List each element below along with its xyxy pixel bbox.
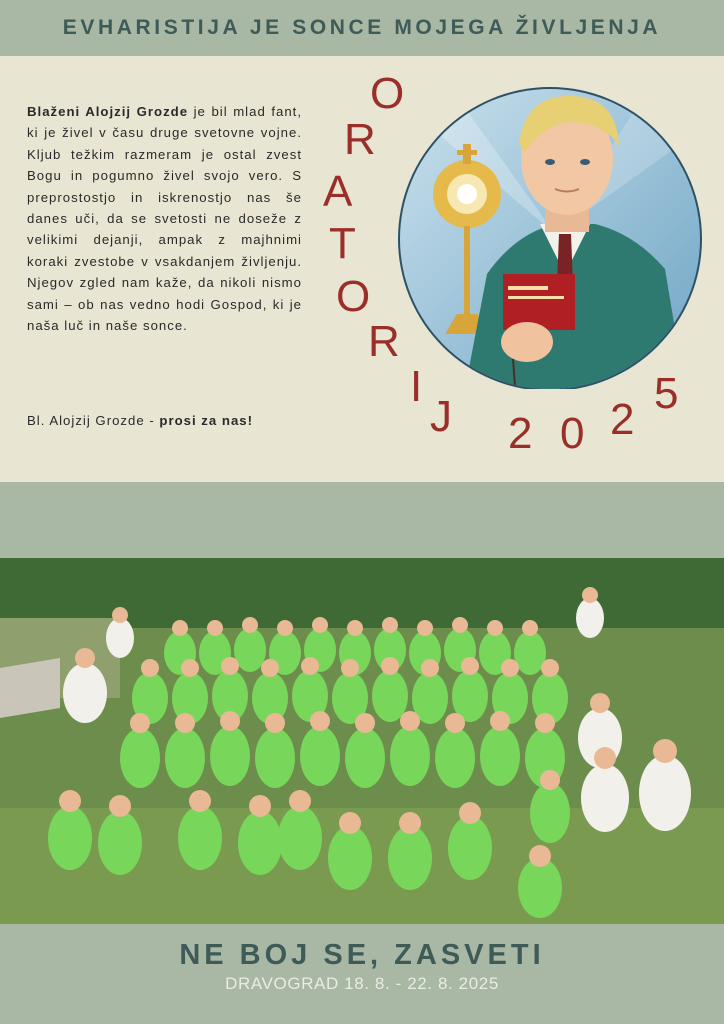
bio-body: je bil mlad fant, ki je živel v času druge svetovne vojne. Kljub težkim razmeram je ostal zvest Bogu in pogumno živel svojo vero. S preprostostjo in iskrenostjo nas še danes uči, da se svetosti ne doseže z velikimi dejanji, ampak z majhnimi koraki zvestobe v vsakdanjem življenju. Njegov zgled nam kaže, da nikoli nismo sami – ob nas vedno hodi Gospod, ki je naša luč in naše sonce.: [27, 104, 303, 334]
footer-motto: NE BOJ SE, ZASVETI: [179, 939, 545, 971]
arc-letter-o: O: [370, 69, 407, 118]
prayer-bold: prosi za nas!: [159, 413, 254, 428]
arc-letter-a: A: [323, 167, 355, 216]
footer-band: [0, 924, 724, 1024]
arc-year-2b: 2: [610, 395, 637, 444]
arc-year-5: 5: [654, 369, 681, 418]
arc-letter-t: T: [329, 219, 358, 268]
arc-letter-o2: O: [336, 272, 373, 321]
prayer-lead: Bl. Alojzij Grozde -: [27, 413, 160, 428]
footer-dates: DRAVOGRAD 18. 8. - 22. 8. 2025: [225, 974, 499, 993]
arc-letter-i: I: [410, 362, 425, 411]
header-band: [0, 0, 724, 56]
spacer-band: [0, 482, 724, 558]
arc-letter-r2: R: [368, 317, 402, 366]
bio-name: Blaženi Alojzij Grozde: [27, 104, 189, 119]
arc-year-2a: 2: [508, 409, 535, 458]
bio-panel: [0, 56, 724, 482]
arc-letter-j: J: [430, 392, 454, 441]
group-photo: [0, 558, 724, 924]
arc-year-0: 0: [560, 409, 587, 458]
header-title: EVHARISTIJA JE SONCE MOJEGA ŽIVLJENJA: [62, 16, 662, 39]
arc-letter-r1: R: [344, 115, 378, 164]
